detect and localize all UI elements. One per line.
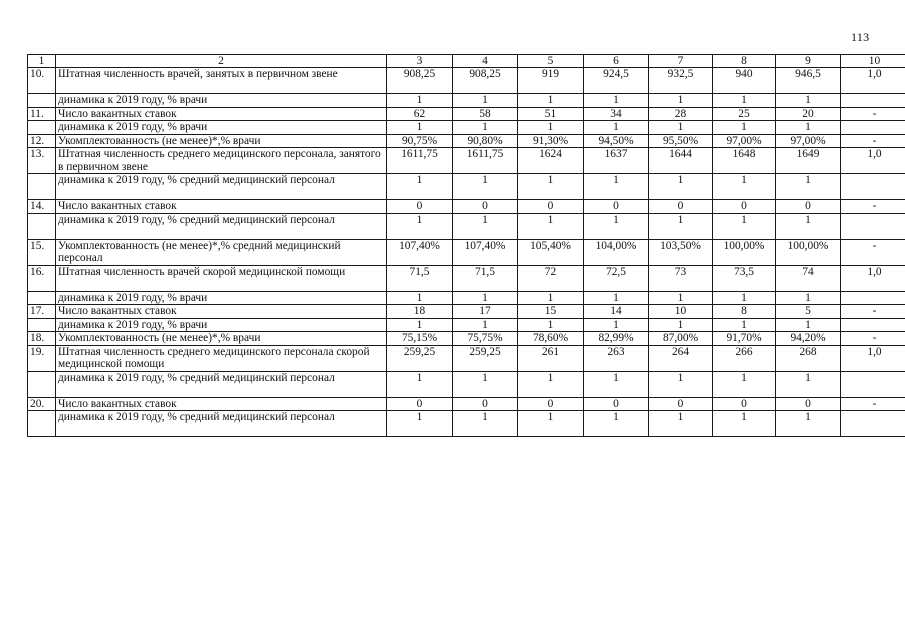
value-cell: 1 [776, 318, 841, 332]
row-number: 10. [28, 68, 56, 94]
value-cell: 78,60% [518, 332, 584, 346]
header-cell: 6 [584, 55, 649, 68]
table-row [28, 411, 905, 437]
value-cell: 1 [776, 291, 841, 305]
value-cell: 10 [649, 305, 713, 319]
value-cell: 91,70% [713, 332, 776, 346]
value-cell: 1648 [713, 148, 776, 174]
value-cell: 72 [518, 265, 584, 291]
value-cell: 97,00% [713, 134, 776, 148]
row-label: динамика к 2019 году, % средний медицинский персонал [56, 213, 387, 239]
value-cell: 1 [649, 371, 713, 397]
value-cell: 1 [453, 213, 518, 239]
row-number: 13. [28, 148, 56, 174]
value-cell: 28 [649, 107, 713, 121]
value-cell: 1 [387, 318, 453, 332]
row-label: динамика к 2019 году, % средний медицинский персонал [56, 411, 387, 437]
value-cell: 1 [518, 213, 584, 239]
value-cell: 18 [387, 305, 453, 319]
value-cell: 1 [776, 94, 841, 108]
value-cell: 266 [713, 345, 776, 371]
value-cell: 0 [387, 397, 453, 411]
row-number: 12. [28, 134, 56, 148]
value-cell: 1 [387, 213, 453, 239]
value-cell: 72,5 [584, 265, 649, 291]
value-cell: 62 [387, 107, 453, 121]
value-cell: 946,5 [776, 68, 841, 94]
table-row [28, 134, 905, 148]
value-cell: 1 [387, 411, 453, 437]
row-number: 20. [28, 397, 56, 411]
table-row [28, 213, 905, 239]
value-cell: 1 [584, 291, 649, 305]
table-row [28, 121, 905, 135]
value-cell: 0 [649, 397, 713, 411]
table-row [28, 371, 905, 397]
value-cell: 94,20% [776, 332, 841, 346]
table-row [28, 174, 905, 200]
value-cell: 73,5 [713, 265, 776, 291]
value-cell: 1649 [776, 148, 841, 174]
row-label: Штатная численность среднего медицинского персонала, занятого в первичном звене [56, 148, 387, 174]
value-cell: 1 [584, 174, 649, 200]
value-cell: 100,00% [776, 239, 841, 265]
value-cell: 17 [453, 305, 518, 319]
row-label: динамика к 2019 году, % средний медицинский персонал [56, 174, 387, 200]
value-cell: - [841, 239, 905, 265]
value-cell: 1 [776, 174, 841, 200]
row-label: Число вакантных ставок [56, 107, 387, 121]
table-row [28, 305, 905, 319]
value-cell: 1 [518, 94, 584, 108]
value-cell: 8 [713, 305, 776, 319]
value-cell: 1 [453, 371, 518, 397]
value-cell: - [841, 107, 905, 121]
value-cell: 87,00% [649, 332, 713, 346]
row-number [28, 371, 56, 397]
value-cell: 82,99% [584, 332, 649, 346]
value-cell: 1 [453, 411, 518, 437]
row-label: Укомплектованность (не менее)*,% врачи [56, 134, 387, 148]
value-cell: 1 [713, 318, 776, 332]
value-cell: 14 [584, 305, 649, 319]
value-cell: 1 [776, 411, 841, 437]
value-cell: 0 [518, 397, 584, 411]
value-cell: 1 [649, 121, 713, 135]
row-number: 18. [28, 332, 56, 346]
value-cell: 107,40% [453, 239, 518, 265]
header-cell: 7 [649, 55, 713, 68]
value-cell: 932,5 [649, 68, 713, 94]
value-cell: 1 [584, 121, 649, 135]
value-cell: 1 [649, 174, 713, 200]
value-cell: 104,00% [584, 239, 649, 265]
row-number [28, 94, 56, 108]
value-cell: 58 [453, 107, 518, 121]
value-cell: 20 [776, 107, 841, 121]
value-cell: 1 [649, 94, 713, 108]
value-cell [841, 94, 905, 108]
row-label: Штатная численность врачей, занятых в первичном звене [56, 68, 387, 94]
value-cell: 91,30% [518, 134, 584, 148]
value-cell: 1 [584, 371, 649, 397]
value-cell: 94,50% [584, 134, 649, 148]
row-number [28, 318, 56, 332]
value-cell: - [841, 397, 905, 411]
value-cell: 1611,75 [387, 148, 453, 174]
table-row [28, 94, 905, 108]
value-cell: 1 [453, 94, 518, 108]
value-cell: 1 [584, 318, 649, 332]
row-label: Штатная численность среднего медицинского персонала скорой медицинской помощи [56, 345, 387, 371]
row-number [28, 291, 56, 305]
value-cell: 73 [649, 265, 713, 291]
value-cell: 1 [776, 371, 841, 397]
value-cell: 90,75% [387, 134, 453, 148]
value-cell: 1644 [649, 148, 713, 174]
value-cell: 1 [584, 94, 649, 108]
value-cell: 919 [518, 68, 584, 94]
header-cell: 5 [518, 55, 584, 68]
row-label: динамика к 2019 году, % средний медицинский персонал [56, 371, 387, 397]
value-cell: 1 [453, 291, 518, 305]
value-cell: 90,80% [453, 134, 518, 148]
value-cell: 1,0 [841, 265, 905, 291]
row-label: Штатная численность врачей скорой медицинской помощи [56, 265, 387, 291]
value-cell: 97,00% [776, 134, 841, 148]
value-cell: 1 [387, 121, 453, 135]
value-cell: 1 [584, 411, 649, 437]
value-cell: 95,50% [649, 134, 713, 148]
value-cell: 0 [584, 397, 649, 411]
value-cell: 74 [776, 265, 841, 291]
header-cell: 3 [387, 55, 453, 68]
value-cell: 1 [649, 411, 713, 437]
value-cell: 34 [584, 107, 649, 121]
table-row [28, 148, 905, 174]
value-cell: 1 [518, 174, 584, 200]
row-label: Укомплектованность (не менее)*,% средний медицинский персонал [56, 239, 387, 265]
value-cell: 0 [453, 397, 518, 411]
row-number [28, 411, 56, 437]
table-row [28, 345, 905, 371]
table-row [28, 318, 905, 332]
value-cell: 1 [387, 371, 453, 397]
value-cell: 51 [518, 107, 584, 121]
row-label: Укомплектованность (не менее)*,% врачи [56, 332, 387, 346]
value-cell: 0 [453, 200, 518, 214]
table-row [28, 291, 905, 305]
value-cell: 0 [776, 200, 841, 214]
value-cell: 0 [518, 200, 584, 214]
row-number: 15. [28, 239, 56, 265]
value-cell: 1 [649, 318, 713, 332]
header-row [28, 55, 905, 68]
value-cell: 1 [453, 174, 518, 200]
value-cell: 1 [518, 121, 584, 135]
value-cell: 5 [776, 305, 841, 319]
value-cell: 1 [387, 291, 453, 305]
row-label: динамика к 2019 году, % врачи [56, 94, 387, 108]
value-cell: 908,25 [453, 68, 518, 94]
value-cell: 1 [518, 318, 584, 332]
value-cell: 1,0 [841, 345, 905, 371]
value-cell: 261 [518, 345, 584, 371]
value-cell: 0 [584, 200, 649, 214]
value-cell: 105,40% [518, 239, 584, 265]
header-cell: 9 [776, 55, 841, 68]
row-label: динамика к 2019 году, % врачи [56, 121, 387, 135]
value-cell: 1,0 [841, 68, 905, 94]
value-cell: 1 [713, 174, 776, 200]
value-cell: 15 [518, 305, 584, 319]
value-cell: 908,25 [387, 68, 453, 94]
value-cell [841, 411, 905, 437]
value-cell: 1 [453, 121, 518, 135]
table-row [28, 397, 905, 411]
value-cell: 1624 [518, 148, 584, 174]
value-cell [841, 318, 905, 332]
header-cell: 8 [713, 55, 776, 68]
value-cell: 1 [584, 213, 649, 239]
value-cell: 1 [776, 121, 841, 135]
row-label: Число вакантных ставок [56, 305, 387, 319]
indicators-table [27, 54, 905, 437]
table-row [28, 68, 905, 94]
value-cell: 1,0 [841, 148, 905, 174]
value-cell: - [841, 200, 905, 214]
value-cell: 0 [713, 200, 776, 214]
value-cell: 0 [649, 200, 713, 214]
value-cell: 1 [453, 318, 518, 332]
value-cell: 1 [713, 94, 776, 108]
value-cell: - [841, 305, 905, 319]
row-number [28, 174, 56, 200]
value-cell: 259,25 [453, 345, 518, 371]
value-cell [841, 174, 905, 200]
table-row [28, 107, 905, 121]
value-cell: 1 [713, 213, 776, 239]
value-cell: 107,40% [387, 239, 453, 265]
value-cell: 1611,75 [453, 148, 518, 174]
value-cell [841, 121, 905, 135]
value-cell: 71,5 [387, 265, 453, 291]
header-cell: 1 [28, 55, 56, 68]
row-number [28, 121, 56, 135]
page-number: 113 [851, 30, 870, 44]
value-cell: 263 [584, 345, 649, 371]
value-cell [841, 371, 905, 397]
value-cell: 1 [649, 213, 713, 239]
header-cell: 2 [56, 55, 387, 68]
row-number [28, 213, 56, 239]
value-cell: 1 [713, 411, 776, 437]
value-cell: 71,5 [453, 265, 518, 291]
row-label: Число вакантных ставок [56, 200, 387, 214]
header-cell: 4 [453, 55, 518, 68]
value-cell: 1 [518, 371, 584, 397]
row-number: 16. [28, 265, 56, 291]
value-cell: 1 [713, 121, 776, 135]
value-cell: - [841, 134, 905, 148]
value-cell: 1 [518, 411, 584, 437]
value-cell: 1 [713, 371, 776, 397]
table-row [28, 332, 905, 346]
row-number: 11. [28, 107, 56, 121]
header-cell: 10 [841, 55, 905, 68]
value-cell [841, 213, 905, 239]
value-cell: 259,25 [387, 345, 453, 371]
value-cell: 103,50% [649, 239, 713, 265]
value-cell: 0 [713, 397, 776, 411]
table-row [28, 239, 905, 265]
value-cell: 940 [713, 68, 776, 94]
row-label: динамика к 2019 году, % врачи [56, 318, 387, 332]
value-cell: 0 [387, 200, 453, 214]
value-cell: 75,75% [453, 332, 518, 346]
table-row [28, 265, 905, 291]
value-cell: 0 [776, 397, 841, 411]
value-cell: 1 [387, 94, 453, 108]
row-label: динамика к 2019 году, % врачи [56, 291, 387, 305]
value-cell [841, 291, 905, 305]
value-cell: 75,15% [387, 332, 453, 346]
row-number: 19. [28, 345, 56, 371]
row-number: 14. [28, 200, 56, 214]
value-cell: 100,00% [713, 239, 776, 265]
value-cell: 264 [649, 345, 713, 371]
value-cell: 1 [713, 291, 776, 305]
table-row [28, 200, 905, 214]
value-cell: 1 [776, 213, 841, 239]
value-cell: 1 [518, 291, 584, 305]
row-number: 17. [28, 305, 56, 319]
value-cell: 1637 [584, 148, 649, 174]
row-label: Число вакантных ставок [56, 397, 387, 411]
value-cell: - [841, 332, 905, 346]
value-cell: 1 [387, 174, 453, 200]
value-cell: 25 [713, 107, 776, 121]
value-cell: 268 [776, 345, 841, 371]
value-cell: 924,5 [584, 68, 649, 94]
value-cell: 1 [649, 291, 713, 305]
